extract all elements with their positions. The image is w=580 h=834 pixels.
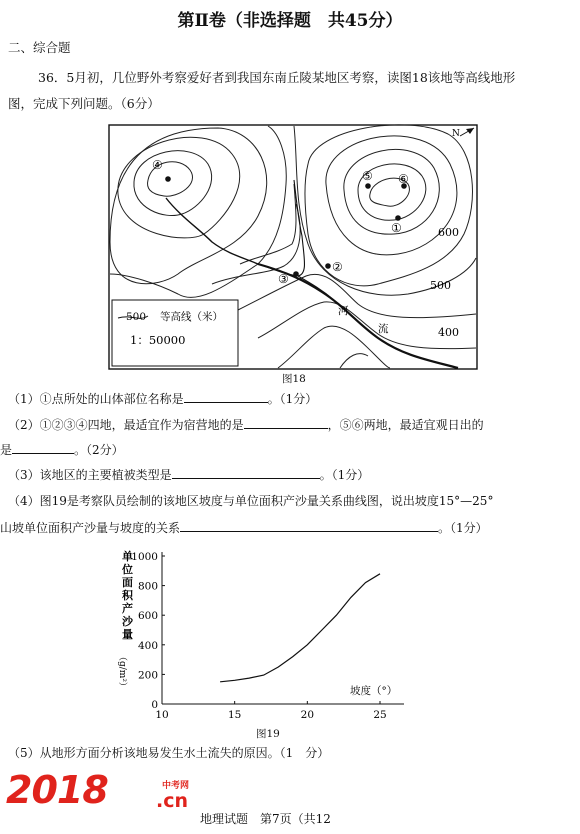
- site-logo: [6, 768, 226, 818]
- chart-ylabel: [117, 549, 134, 691]
- point-2-marker: [325, 263, 331, 269]
- answer-blank-3[interactable]: [172, 466, 320, 479]
- x-tick-label-2: 20: [300, 709, 315, 721]
- ylabel-char-1: 位: [122, 563, 133, 576]
- answer-blank-4[interactable]: [180, 519, 438, 532]
- question-2-cont: 是 。（2分）: [0, 443, 124, 457]
- y-tick-label-1: 200: [137, 669, 158, 682]
- point-6-label: ⑥: [398, 172, 409, 186]
- question-2: （2）①②③④四地，最适宜作为宿营地的是 ，⑤⑥两地，最适宜观日出的: [8, 418, 484, 432]
- x-tick-label-0: 10: [155, 709, 169, 721]
- x-tick-label-3: 25: [373, 709, 387, 721]
- y-tick-label-0: 0: [151, 699, 158, 711]
- ylabel-char-5: 沙: [122, 615, 133, 628]
- page-title: 第Ⅱ卷（非选择题 共45分）: [177, 11, 403, 31]
- ylabel-char-3: 积: [122, 589, 133, 602]
- question-4: （4）图19是考察队员绘制的该地区坡度与单位面积产沙量关系曲线图，说出坡度15°—25°: [8, 494, 494, 508]
- point-3-label: ③: [278, 272, 289, 286]
- ylabel-char-6: 量: [122, 628, 133, 641]
- ylabel-char-4: 产: [122, 602, 133, 615]
- legend-label: 等高线（米）: [160, 311, 223, 323]
- answer-blank-2b[interactable]: [12, 441, 74, 454]
- contour-label-400: 400: [438, 326, 459, 339]
- logo-number: 2018: [6, 768, 108, 812]
- ylabel-unit: （g/m²）: [117, 652, 127, 691]
- river-label-2: 流: [378, 323, 389, 335]
- contour-map: [108, 124, 478, 370]
- point-4-label: ④: [152, 158, 163, 172]
- q36-intro-line1: 36．5月初，几位野外考察爱好者到我国东南丘陵某地区考察，读图18该地等高线地形: [38, 70, 516, 85]
- north-label: N: [452, 129, 460, 139]
- sediment-slope-chart: [108, 548, 448, 724]
- figure19-caption: 图19: [256, 728, 280, 740]
- ylabel-char-2: 面: [122, 576, 133, 589]
- question-3: （3）该地区的主要植被类型是 。（1分）: [8, 468, 370, 482]
- question-5: （5）从地形方面分析该地易发生水土流失的原因。（1 分）: [8, 746, 330, 760]
- map-scale: 1：50000: [130, 333, 186, 347]
- series-line-0: [220, 574, 380, 682]
- section-label: 二、综合题: [8, 40, 71, 55]
- river-label-1: 河: [338, 305, 349, 317]
- page-footer: 地理试题 第7页（共12: [200, 812, 331, 826]
- contour-label-500: 500: [430, 279, 451, 292]
- point-1-marker: [395, 215, 401, 221]
- q36-intro-line2: 图，完成下列问题。（6分）: [8, 96, 160, 111]
- ylabel-char-0: 单: [122, 550, 133, 563]
- answer-blank-2a[interactable]: [244, 416, 328, 429]
- question-1: （1）①点所处的山体部位名称是 。（1分）: [8, 392, 318, 406]
- y-tick-label-2: 400: [137, 639, 158, 652]
- point-5-marker: [365, 183, 371, 189]
- figure18-caption: 图18: [282, 373, 306, 385]
- contour-label-600: 600: [438, 226, 459, 239]
- y-tick-label-3: 600: [137, 610, 158, 623]
- legend-value: 500: [126, 311, 147, 323]
- y-tick-label-5: 1000: [131, 551, 158, 563]
- logo-domain: .cn: [156, 790, 189, 812]
- point-3-marker: [293, 271, 299, 277]
- chart-xlabel: 坡度（°）: [350, 685, 398, 697]
- question-4-cont: 山坡单位面积产沙量与坡度的关系 。（1分）: [0, 521, 488, 535]
- y-tick-label-4: 800: [137, 580, 158, 593]
- point-1-label: ①: [391, 221, 402, 235]
- answer-blank-1[interactable]: [184, 390, 268, 403]
- point-4-marker: [165, 176, 171, 182]
- point-2-label: ②: [332, 260, 343, 274]
- x-tick-label-1: 15: [227, 709, 242, 721]
- logo-site: 中考网: [162, 781, 190, 791]
- point-5-label: ⑤: [362, 169, 373, 183]
